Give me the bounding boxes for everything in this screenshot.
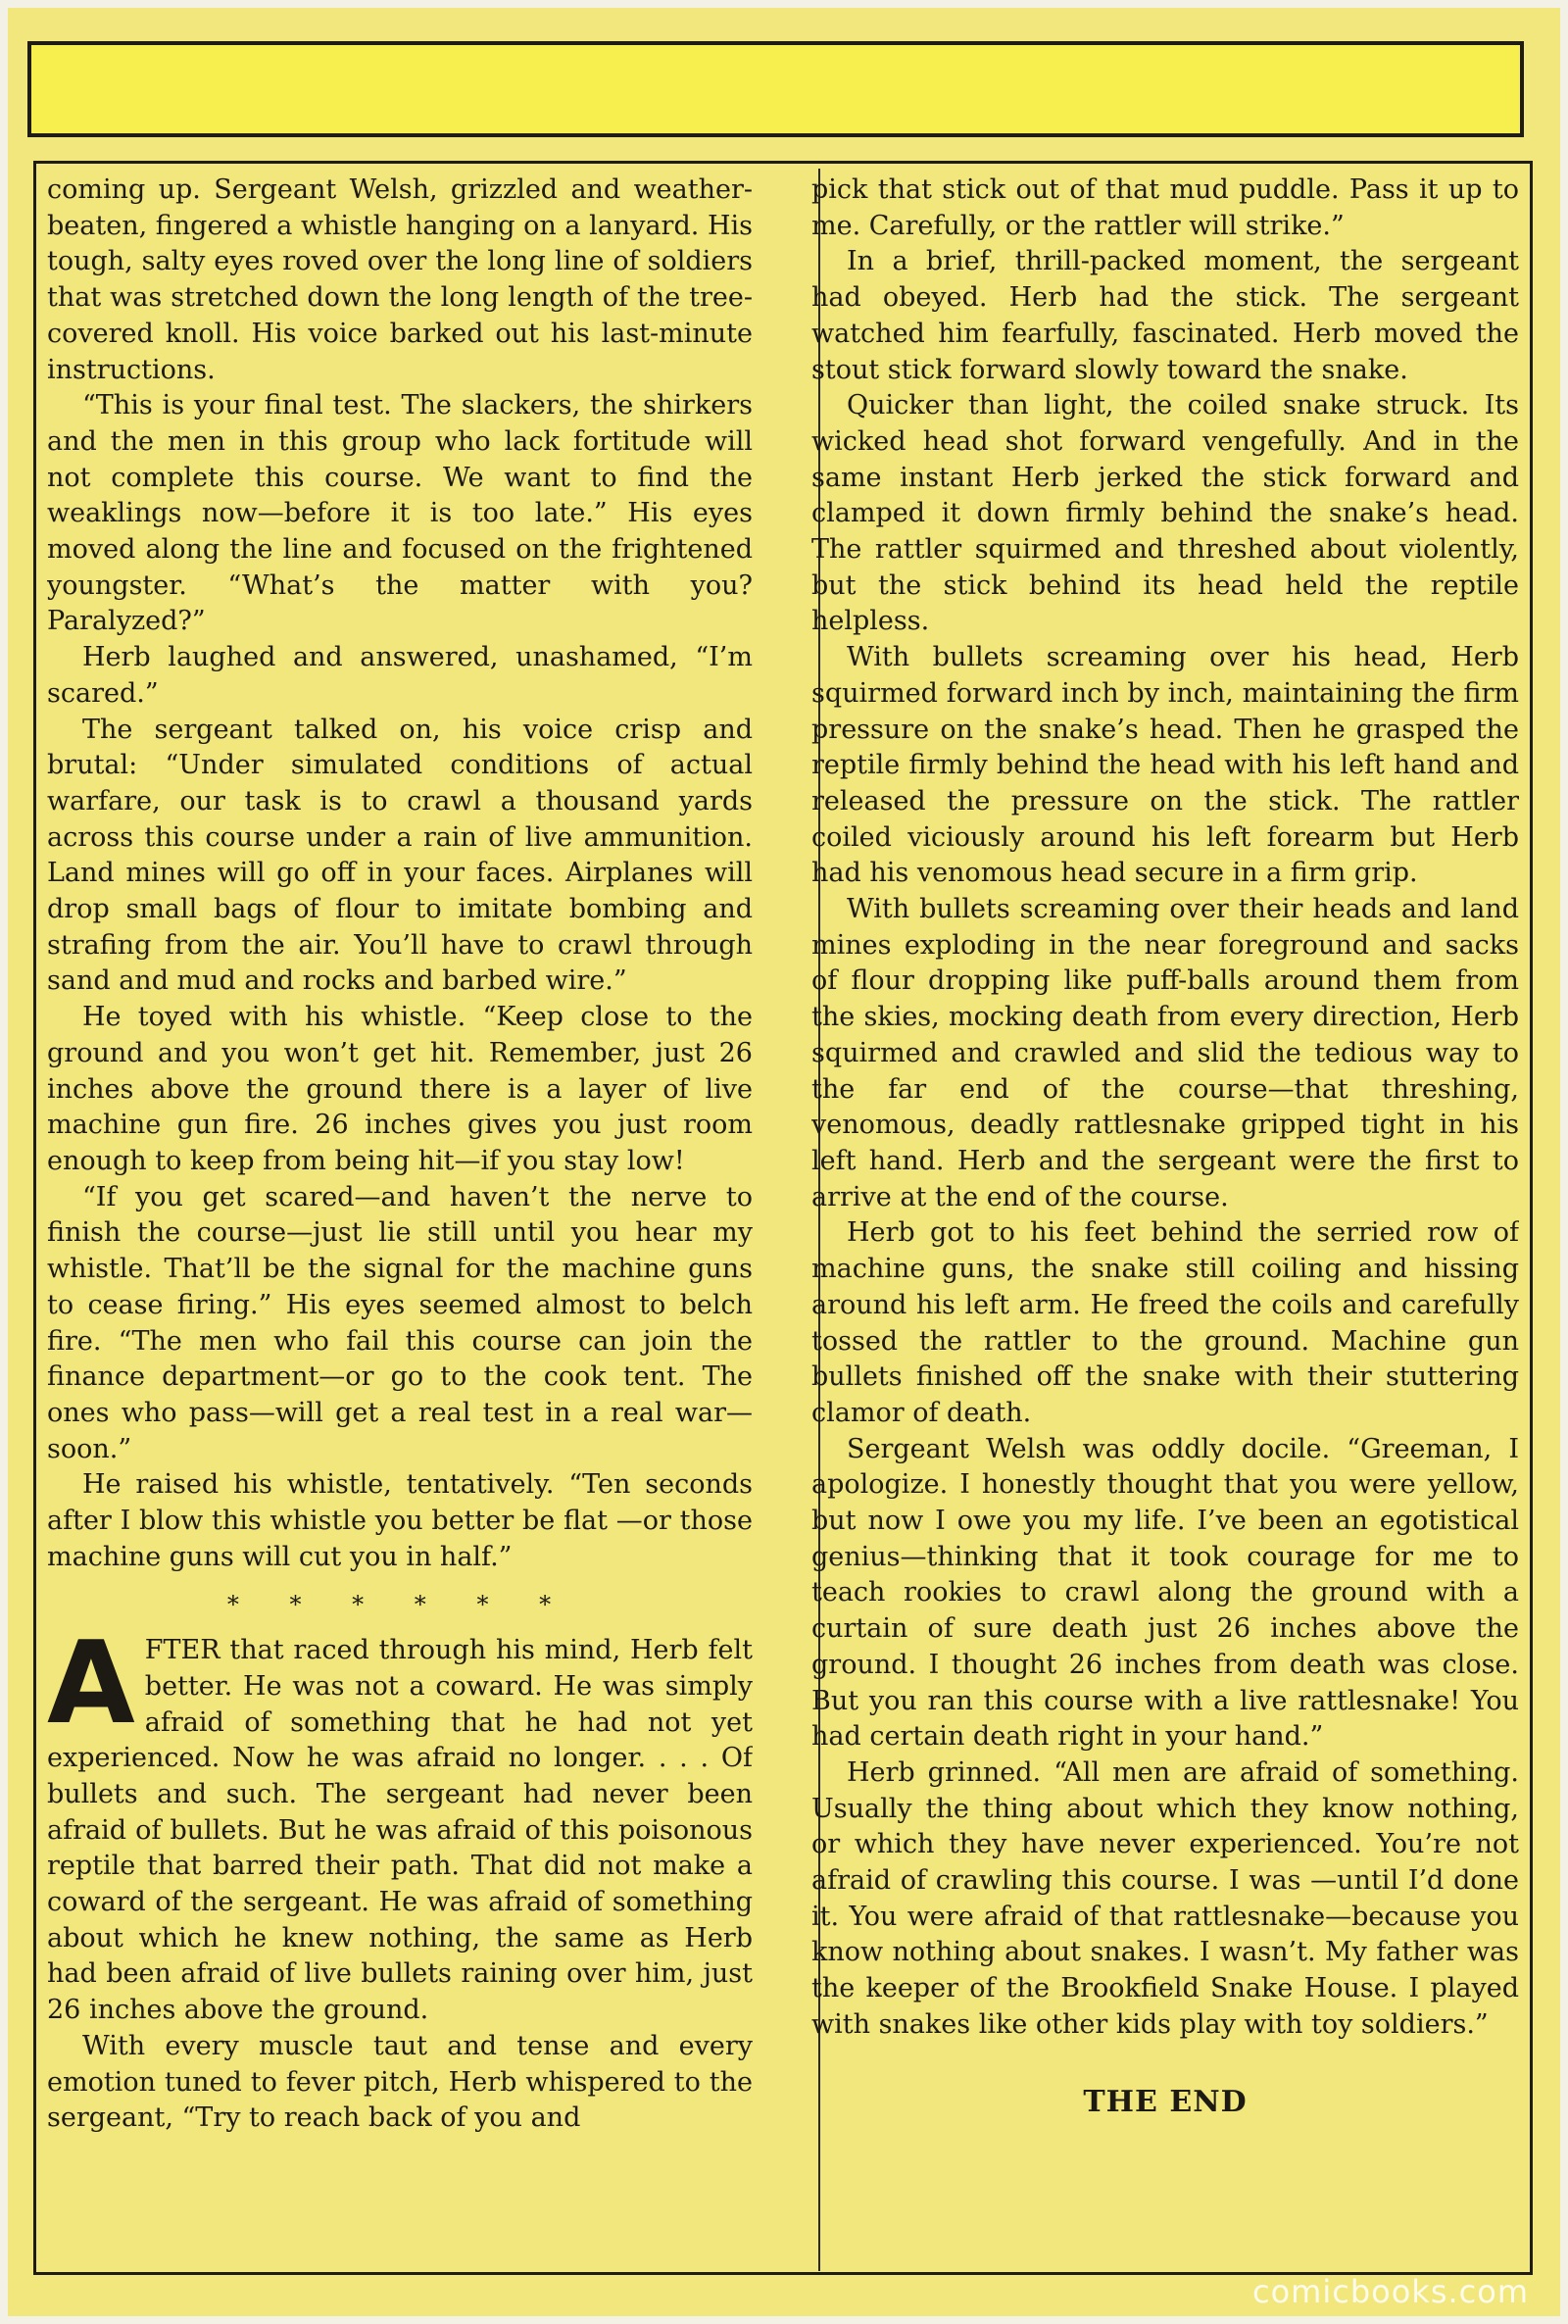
left-column: [47, 173, 753, 2278]
paragraph: Herb grinned. “All men are afraid of something. Usually the thing about which they know nothing, or which they have never experienced. You’re not afraid of crawling this course. I was —until I’d done it. You were afraid of that rattlesnake—because you know nothing about snakes. I wasn’t. My father was the keeper of the Brookfield Snake House. I played with snakes like other kids play with toy soldiers.”: [811, 1756, 1519, 2040]
the-end-label: THE END: [1083, 2084, 1248, 2119]
paragraph: “If you get scared—and haven’t the nerve to finish the course—just lie still until you hear my whistle. That’ll be the signal for the machine guns to cease firing.” His eyes seemed almost to belch fire. “The men who fail this course can join the finance department—or go to the cook tent. The ones who pass—will get a real test in a real war—soon.”: [47, 1181, 753, 1464]
paragraph: He toyed with his whistle. “Keep close to the ground and you won’t get hit. Remember, just 26 inches above the ground there is a layer of live machine gun fire. 26 inches gives you just room enough to keep from being hit—if you stay low!: [47, 1002, 753, 1176]
drop-cap: A: [47, 1617, 135, 1751]
paragraph: The sergeant talked on, his voice crisp and brutal: “Under simulated conditions of actual warfare, our task is to crawl a thousand yards across this course under a rain of live ammunition. Land mines will go off in your faces. Airplanes will drop small bags of flour to imitate bombing and strafing from the air. You’ll have to crawl through sand and mud and rocks and barbed wire.”: [47, 714, 753, 997]
paragraph: coming up. Sergeant Welsh, grizzled and weather-beaten, fingered a whistle hanging on a lanyard. His tough, salty eyes roved over the long line of soldiers that was stretched down the long length of the tree-covered knoll. His voice barked out his last-minute instructions.: [47, 174, 753, 385]
dropcap-paragraph: [47, 1617, 753, 2029]
paragraph: In a brief, thrill-packed moment, the sergeant had obeyed. Herb had the stick. The sergeant watched him fearfully, fascinated. Herb moved the stout stick forward slowly toward the snake.: [811, 246, 1519, 385]
paragraph: Sergeant Welsh was oddly docile. “Greeman, I apologize. I honestly thought that you were yellow, but now I owe you my life. I’ve been an egotistical genius—thinking that it took courage for me to teach rookies to crawl along the ground with a curtain of sure death just 26 inches above the ground. I thought 26 inches from death was close. But you ran this course with a live rattlesnake! You had certain death right in your hand.”: [811, 1433, 1519, 1753]
paragraph: With every muscle taut and tense and every emotion tuned to fever pitch, Herb whispered to the sergeant, “Try to reach back of you and: [47, 2030, 753, 2134]
paragraph: With bullets screaming over his head, Herb squirmed forward inch by inch, maintaining the firm pressure on the snake’s head. Then he grasped the reptile firmly behind the head with his left hand and released the pressure on the stick. The rattler coiled viciously around his left forearm but Herb had his venomous head secure in a firm grip.: [811, 642, 1519, 889]
top-banner: [27, 41, 1524, 137]
paragraph-text: FTER that raced through his mind, Herb felt better. He was not a coward. He was simply afraid of something that he had not yet experienced. Now he was afraid no longer. . . . Of bullets and such. The sergeant had never been afraid of bullets. But he was afraid of this poisonous reptile that barred their path. That did not make a coward of the sergeant. He was afraid of something about which he knew nothing, the same as Herb had been afraid of live bullets raining over him, just 26 inches above the ground.: [47, 1635, 753, 2026]
paragraph: pick that stick out of that mud puddle. Pass it up to me. Carefully, or the rattler will strike.”: [811, 174, 1519, 241]
right-column: [811, 173, 1519, 2278]
paragraph: With bullets screaming over their heads and land mines exploding in the near foreground and sacks of flour dropping like puff-balls around them from the skies, mocking death from every direction, Herb squirmed and crawled and slid the tedious way to the far end of the course—that threshing, venomous, deadly rattlesnake gripped tight in his left hand. Herb and the sergeant were the first to arrive at the end of the course.: [811, 894, 1519, 1212]
watermark: comicbooks.com: [1251, 2273, 1529, 2310]
paragraph: Herb laughed and answered, unashamed, “I’m scared.”: [47, 642, 753, 709]
paragraph: “This is your final test. The slackers, the shirkers and the men in this group who lack fortitude will not complete this course. We want to find the weaklings now—before it is too late.” His eyes moved along the line and focused on the frightened youngster. “What’s the matter with you? Paralyzed?”: [47, 390, 753, 637]
section-break-stars: * * * * * *: [226, 1591, 573, 1619]
paragraph: Herb got to his feet behind the serried row of machine guns, the snake still coiling and hissing around his left arm. He freed the coils and carefully tossed the rattler to the ground. Machine gun bullets finished off the snake with their stuttering clamor of death.: [811, 1217, 1519, 1428]
paragraph: He raised his whistle, tentatively. “Ten seconds after I blow this whistle you better be flat —or those machine guns will cut you in half.”: [47, 1469, 753, 1572]
paragraph: Quicker than light, the coiled snake struck. Its wicked head shot forward vengefully. And in the same instant Herb jerked the stick forward and clamped it down firmly behind the snake’s head. The rattler squirmed and threshed about violently, but the stick behind its head held the reptile helpless.: [811, 390, 1519, 637]
